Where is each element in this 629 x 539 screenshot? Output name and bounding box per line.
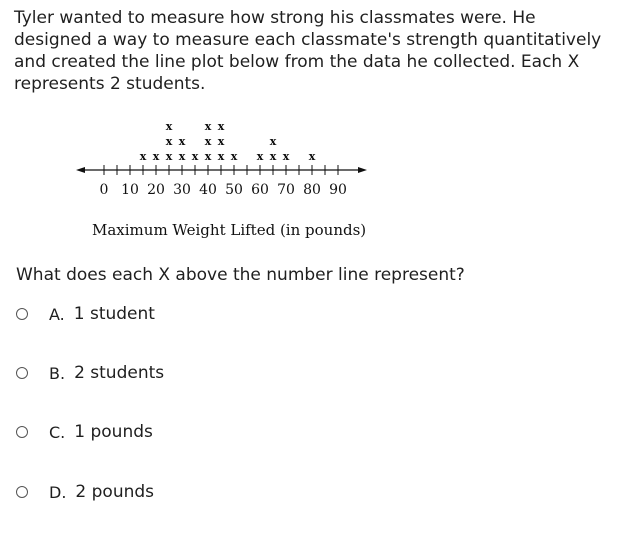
radio-icon[interactable] (16, 367, 28, 379)
choice-letter: D. (49, 482, 67, 502)
tick-label: 20 (147, 182, 165, 198)
tick-label: 30 (173, 182, 191, 198)
data-point-x: x (191, 150, 199, 163)
data-point-x: x (204, 150, 212, 163)
data-point-x: x (165, 150, 173, 163)
tick-label: 40 (199, 182, 217, 198)
question-stem: Tyler wanted to measure how strong his classmates were. He designed a way to measure each classmate's strength quantitatively and created the line plot below from the data he collected. Each X represents 2 students. (14, 8, 602, 94)
choice-a[interactable] (16, 302, 416, 326)
tick-label: 70 (277, 182, 295, 198)
data-point-x: x (308, 150, 316, 163)
choice-letter: A. (49, 304, 65, 324)
choice-label: 1 student (73, 304, 155, 324)
data-point-x: x (204, 120, 212, 133)
data-point-x: x (256, 150, 264, 163)
data-point-x: x (217, 150, 225, 163)
choice-letter: B. (49, 363, 66, 383)
line-plot (0, 112, 629, 202)
data-point-x: x (269, 135, 277, 148)
tick-label: 0 (99, 182, 109, 198)
choice-label: 2 students (74, 363, 165, 383)
x-axis-label: Maximum Weight Lifted (in pounds) (92, 221, 367, 239)
tick-label: 50 (225, 182, 243, 198)
data-point-x: x (217, 120, 225, 133)
data-point-x: x (269, 150, 277, 163)
question-text: What does each X above the number line represent? (16, 265, 465, 285)
data-point-x: x (204, 135, 212, 148)
tick-label: 10 (121, 182, 139, 198)
data-point-x: x (178, 135, 186, 148)
data-point-x: x (217, 135, 225, 148)
data-point-x: x (165, 135, 173, 148)
choice-label: 2 pounds (75, 482, 155, 502)
radio-icon[interactable] (16, 308, 28, 320)
radio-icon[interactable] (16, 486, 28, 498)
choice-c[interactable] (16, 420, 416, 444)
data-point-x: x (230, 150, 238, 163)
choice-label: 1 pounds (74, 422, 153, 442)
tick-label: 60 (251, 182, 269, 198)
data-point-x: x (152, 150, 160, 163)
choice-letter: C. (49, 422, 66, 442)
data-point-x: x (282, 150, 290, 163)
choice-b[interactable] (16, 361, 416, 385)
tick-label: 80 (303, 182, 321, 198)
right-arrow-icon (358, 167, 367, 173)
tick-label: 90 (329, 182, 347, 198)
radio-icon[interactable] (16, 426, 28, 438)
data-point-x: x (165, 120, 173, 133)
data-point-x: x (178, 150, 186, 163)
choice-d[interactable] (16, 480, 416, 504)
data-point-x: x (139, 150, 147, 163)
left-arrow-icon (76, 167, 85, 173)
